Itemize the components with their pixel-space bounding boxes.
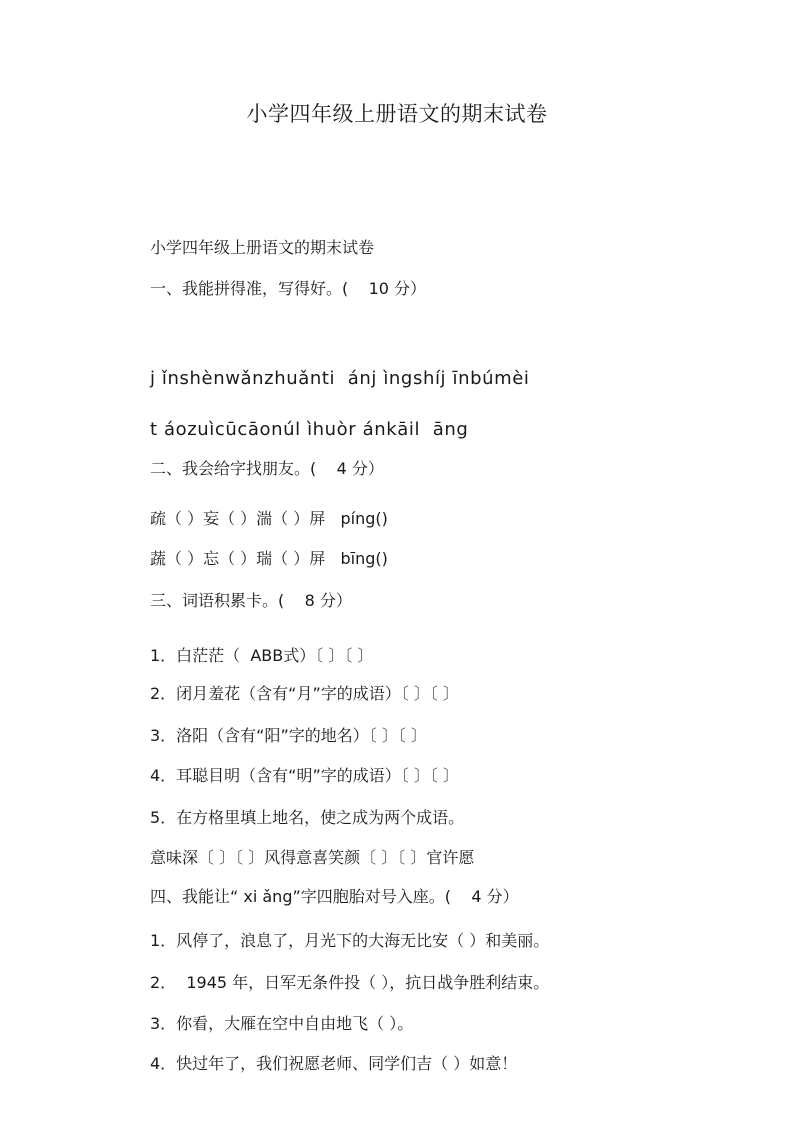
section4-item-1: 1．风停了，浪息了，月光下的大海无比安（ ）和美丽。 bbox=[150, 931, 550, 950]
section3-item-3: 3．洛阳（含有“阳”字的地名）〔 〕〔 〕 bbox=[150, 726, 427, 745]
section1-heading: 一、我能拼得准，写得好。( 10 分） bbox=[150, 279, 427, 298]
section3-item-4: 4．耳聪目明（含有“明”字的成语）〔 〕〔 〕 bbox=[150, 766, 459, 785]
section4-item-3: 3．你看，大雁在空中自由地飞（ ）。 bbox=[150, 1014, 414, 1033]
section2-heading: 二、我会给字找朋友。( 4 分） bbox=[150, 459, 384, 478]
section3-fill-line: 意味深〔 〕〔 〕风得意喜笑颜〔 〕〔 〕官许愿 bbox=[150, 848, 475, 867]
section3-item-2: 2．闭月羞花（含有“月”字的成语）〔 〕〔 〕 bbox=[150, 684, 459, 703]
section2-row-1: 疏（ ）妄（ ）湍（ ）屏 píng() bbox=[150, 509, 388, 528]
section4-heading: 四、我能让“ xi ǎng”字四胞胎对号入座。( 4 分） bbox=[150, 887, 519, 906]
pinyin-line-2: t áozuìcūcāonúl ìhuòr ánkāil āng bbox=[150, 419, 469, 440]
section2-row-2: 蔬（ ）忘（ ）瑞（ ）屏 bīng() bbox=[150, 549, 388, 568]
section4-item-4: 4．快过年了，我们祝愿老师、同学们吉（ ）如意！ bbox=[150, 1054, 518, 1073]
subtitle: 小学四年级上册语文的期末试卷 bbox=[150, 238, 375, 257]
section4-item-2: 2． 1945 年，日军无条件投（ ），抗日战争胜利结束。 bbox=[150, 973, 550, 992]
document-title: 小学四年级上册语文的期末试卷 bbox=[246, 102, 548, 126]
section3-item-5: 5．在方格里填上地名，使之成为两个成语。 bbox=[150, 808, 465, 827]
section3-item-1: 1．白茫茫（ ABB式）〔 〕〔 〕 bbox=[150, 646, 374, 665]
section3-heading: 三、词语积累卡。( 8 分） bbox=[150, 591, 352, 610]
pinyin-line-1: j ǐnshènwǎnzhuǎnti ánj ìngshíj īnbúmèi bbox=[150, 368, 530, 389]
